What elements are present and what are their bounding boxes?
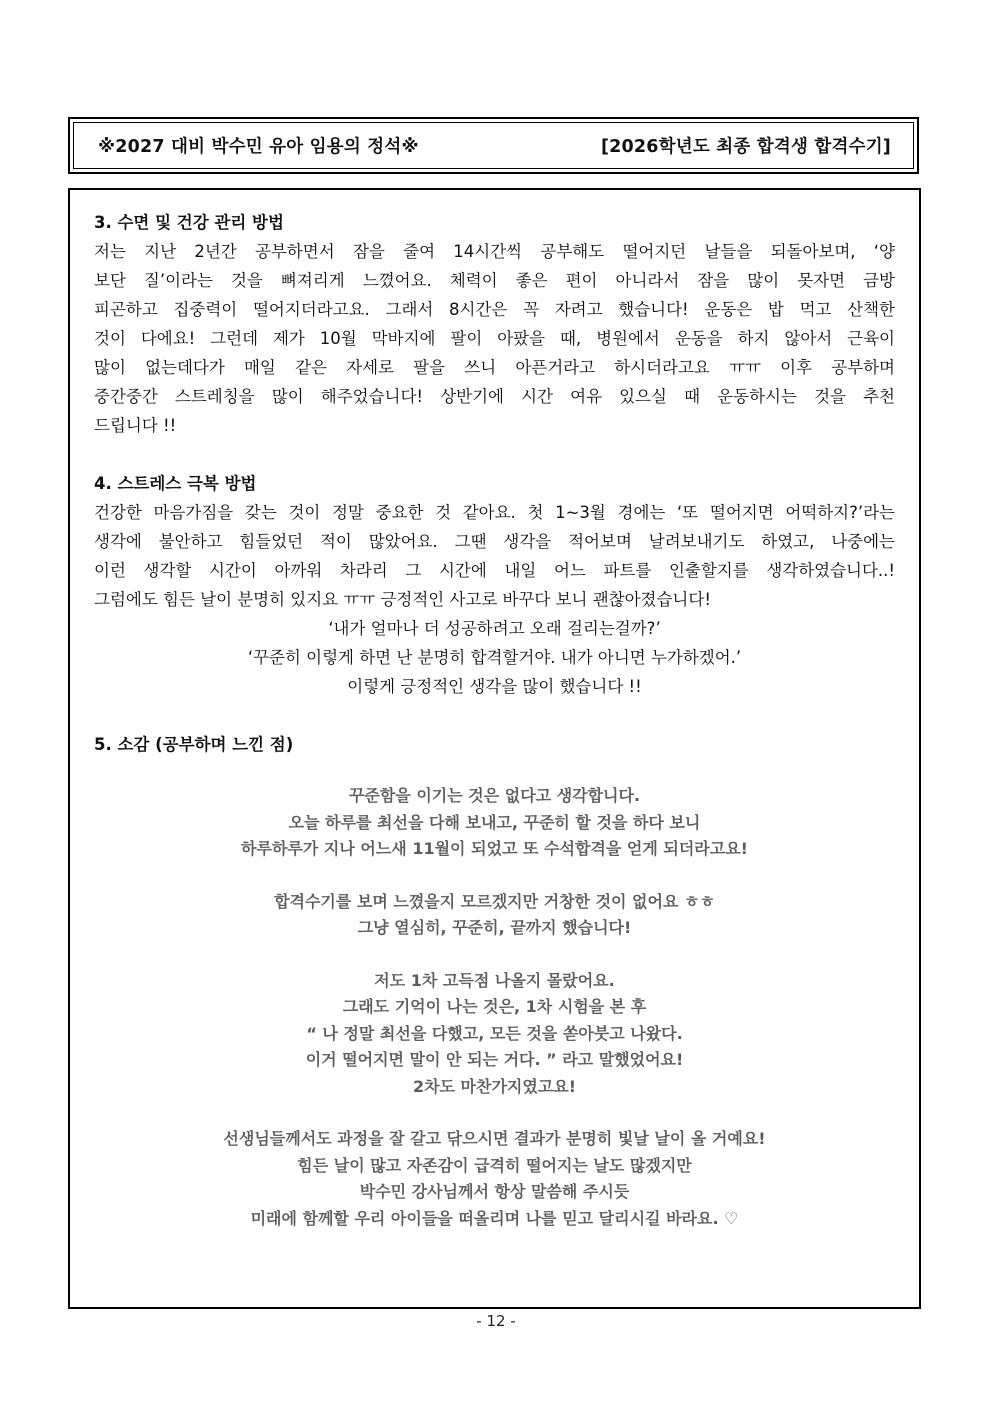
section-paragraph	[94, 237, 895, 440]
reflection-line: 그냥 열심히, 꾸준히, 끝까지 했습니다!	[357, 918, 632, 937]
reflection-line: 2차도 마찬가지였고요!	[412, 1076, 577, 1096]
paragraph-line: 많이 없는데다가 매일 같은 자세로 팔을 쓰니 아픈거라고 하시더라고요 ㅠㅠ 이후 공부하며	[94, 358, 895, 377]
centered-quote: 이렇게 긍정적인 생각을 많이 했습니다 !!	[347, 677, 642, 696]
header-left-title: ※2027 대비 박수민 유아 임용의 정석※	[98, 137, 419, 157]
reflection-line: 오늘 하루를 최선을 다해 보내고, 꾸준히 할 것을 하다 보니	[288, 812, 701, 832]
section-title: 4. 스트레스 극복 방법	[94, 474, 257, 493]
paragraph-line: 것이 다에요! 그런데 제가 10월 막바지에 팔이 아팠을 때, 병원에서 운동을 하지 않아서 근육이	[94, 329, 895, 348]
reflection-line: 미래에 함께할 우리 아이들을 떠올리며 나를 믿고 달리시길 바라요. ♡	[250, 1208, 739, 1228]
reflection-line: 박수민 강사님께서 항상 말씀해 주시듯	[359, 1182, 630, 1201]
reflection-line: 선생님들께서도 과정을 잘 갈고 닦으시면 결과가 분명히 빛날 날이 올 거예요!	[223, 1129, 766, 1148]
spacer	[94, 759, 895, 783]
section-title: 5. 소감 (공부하며 느낀 점)	[94, 735, 294, 754]
content-box	[68, 188, 921, 1309]
paragraph-line: 저는 지난 2년간 공부하면서 잠을 줄여 14시간씩 공부해도 떨어지던 날들을 되돌아보며, ‘양	[94, 242, 895, 261]
reflection-line: 하루하루가 지나 어느새 11월이 되었고 또 수석합격을 얻게 되더라고요!	[241, 839, 748, 858]
reflection-line: 합격수기를 보며 느꼈을지 모르겠지만 거창한 것이 없어요 ㅎㅎ	[274, 891, 715, 911]
header-inner	[73, 122, 914, 169]
centered-quote: ‘꾸준히 이렇게 하면 난 분명히 합격할거야. 내가 아니면 누가하겠어.’	[247, 648, 742, 667]
paragraph-line: 중간중간 스트레칭을 많이 해주었습니다! 상반기에 시간 여유 있으실 때 운동하시는 것을 추천	[94, 387, 895, 406]
centered-quote: ‘내가 얼마나 더 성공하려고 오래 걸리는걸까?’	[328, 619, 661, 638]
header-right-title: [2026학년도 최종 합격생 합격수기]	[600, 137, 891, 157]
page-number: - 12 -	[476, 1312, 516, 1330]
header-box	[68, 117, 919, 174]
spacer	[94, 701, 895, 730]
reflection-line: 힘든 날이 많고 자존감이 급격히 떨어지는 날도 많겠지만	[297, 1155, 692, 1175]
reflection-line: “ 나 정말 최선을 다했고, 모든 것을 쏟아붓고 나왔다.	[306, 1023, 683, 1043]
section-title: 3. 수면 및 건강 관리 방법	[94, 213, 284, 232]
reflection-line: 저도 1차 고득점 나올지 몰랐어요.	[374, 970, 615, 990]
paragraph-line: 보단 질’이라는 것을 뼈져리게 느꼈어요. 체력이 좋은 편이 아니라서 잠을 많이 못자면 금방	[94, 271, 895, 290]
paragraph-line: 피곤하고 집중력이 떨어지더라고요. 그래서 8시간은 꼭 자려고 했습니다! 운동은 밥 먹고 산책한	[94, 300, 895, 319]
spacer	[94, 440, 895, 469]
spacer	[94, 942, 895, 968]
reflection-line: 이거 떨어지면 말이 안 되는 거다. ” 라고 말했었어요!	[305, 1050, 684, 1069]
paragraph-line: 생각에 불안하고 힘들었던 적이 많았어요. 그땐 생각을 적어보며 날려보내기도 하였고, 나중에는	[94, 532, 895, 551]
spacer	[94, 863, 895, 889]
paragraph-line: 드립니다 !!	[94, 416, 177, 435]
section-reflection	[94, 730, 895, 1232]
spacer	[94, 1100, 895, 1126]
section-stress	[94, 469, 895, 701]
paragraph-line: 건강한 마음가짐을 갖는 것이 정말 중요한 것 같아요. 첫 1~3월 경에는 ‘또 떨어지면 어떡하지?’라는	[94, 503, 895, 522]
paragraph-line: 이런 생각할 시간이 아까워 차라리 그 시간에 내일 어느 파트를 인출할지를 생각하였습니다..!	[94, 561, 895, 580]
reflection-line: 그래도 기억이 나는 것은, 1차 시험을 본 후	[342, 997, 647, 1016]
section-sleep-health	[94, 208, 895, 440]
reflection-line: 꾸준함을 이기는 것은 없다고 생각합니다.	[348, 786, 641, 805]
paragraph-line: 그럼에도 힘든 날이 분명히 있지요 ㅠㅠ 긍정적인 사고로 바꾸다 보니 괜찮아졌습니다!	[94, 590, 711, 609]
section-paragraph	[94, 498, 895, 614]
